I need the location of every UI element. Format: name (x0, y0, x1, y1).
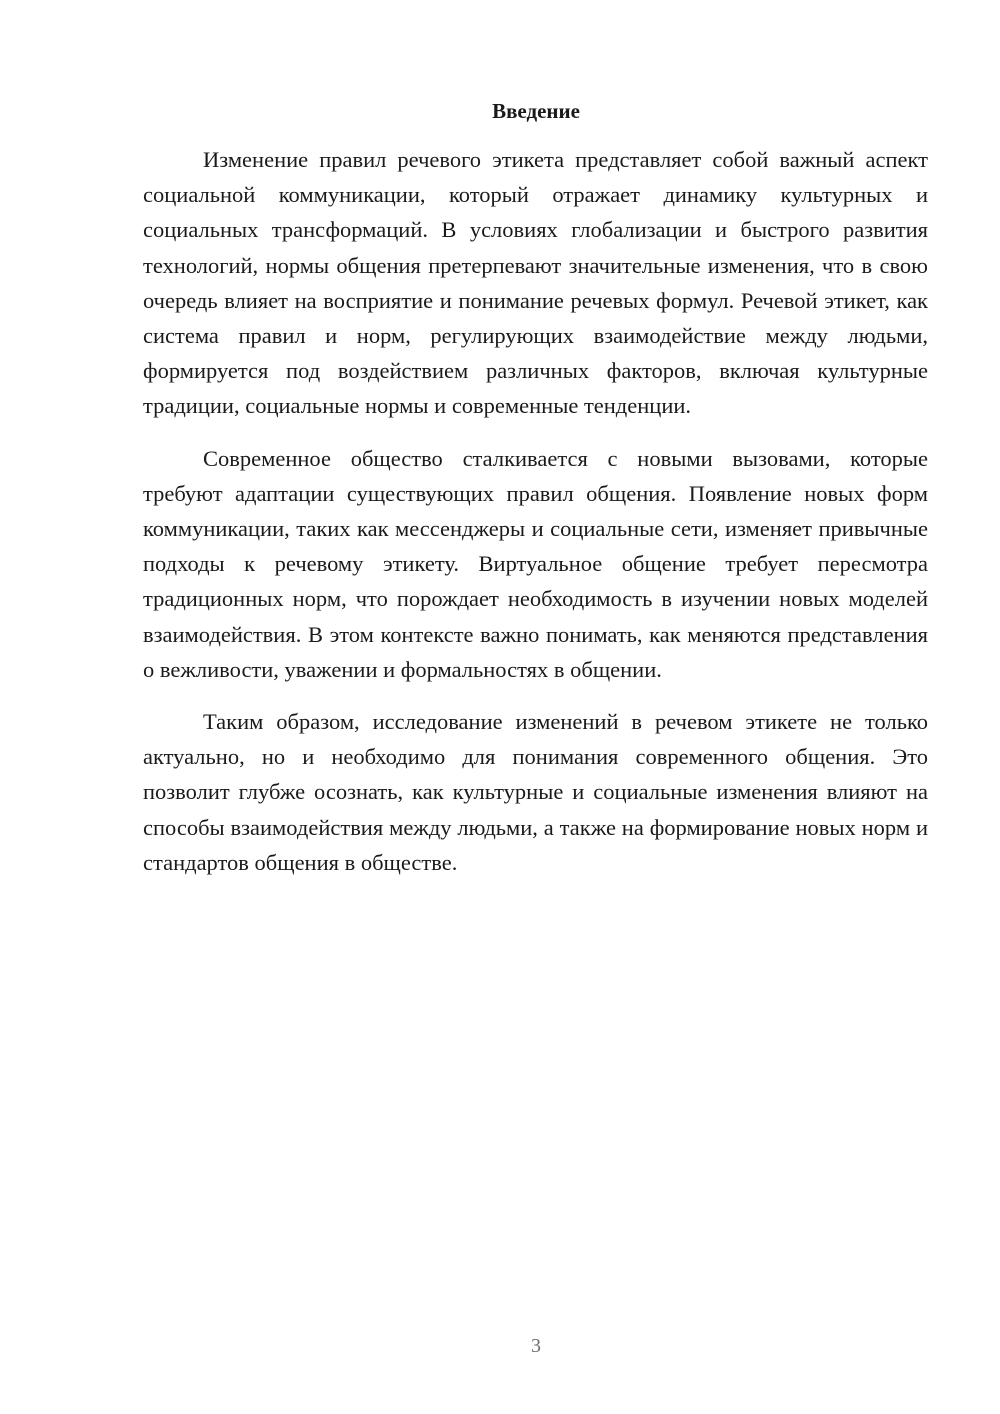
page-number: 3 (531, 1335, 541, 1357)
body-text (143, 142, 928, 897)
paragraph-1: Изменение правил речевого этикета представляет собой важный аспект социальной коммуникации, который отражает динамику культурных и социальных трансформаций. В условиях глобализации и быстрого развития технологий, нормы общения претерпевают значительные изменения, что в свою очередь влияет на восприятие и понимание речевых формул. Речевой этикет, как система правил и норм, регулирующих взаимодействие между людьми, формируется под воздействием различных факторов, включая культурные традиции, социальные нормы и современные тенденции. (143, 147, 928, 419)
section-heading: Введение (492, 99, 580, 123)
paragraph-2: Современное общество сталкивается с новыми вызовами, которые требуют адаптации существующих правил общения. Появление новых форм коммуникации, таких как мессенджеры и социальные сети, изменяет привычные подходы к речевому этикету. Виртуальное общение требует пересмотра традиционных норм, что порождает необходимость в изучении новых моделей взаимодействия. В этом контексте важно понимать, как меняются представления о вежливости, уважении и формальностях в общении. (143, 445, 928, 682)
paragraph-3: Таким образом, исследование изменений в речевом этикете не только актуально, но и необходимо для понимания современного общения. Это позволит глубже осознать, как культурные и социальные изменения влияют на способы взаимодействия между людьми, а также на формирование новых норм и стандартов общения в обществе. (143, 709, 928, 875)
